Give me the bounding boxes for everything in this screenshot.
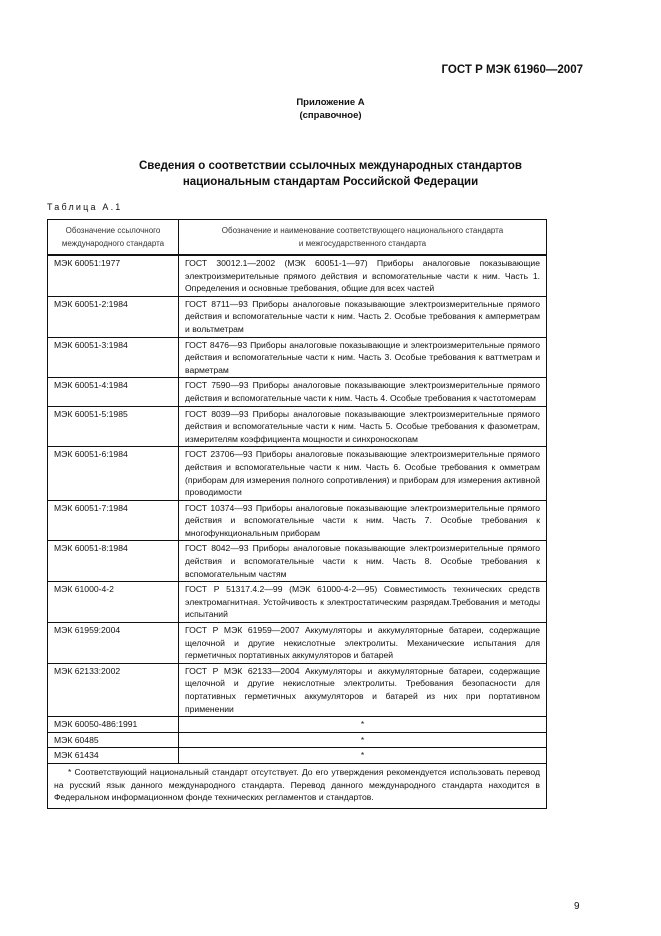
- header-text: и межгосударственного стандарта: [298, 238, 427, 248]
- table-row: [48, 717, 547, 733]
- table-row: [48, 541, 547, 582]
- annex-subtitle: (справочное): [299, 110, 362, 121]
- intl-standard-cell: МЭК 61959:2004: [48, 623, 179, 664]
- intl-standard-cell: МЭК 60051-3:1984: [48, 337, 179, 378]
- table-row: [48, 255, 547, 296]
- header-text: Обозначение ссылочного: [65, 226, 161, 235]
- national-standard-cell: ГОСТ Р МЭК 61959—2007 Аккумуляторы и аккумуляторные батареи, содержащие щелочной и другие некислотные электролиты. Механические испытания для герметичных портативных аккумуляторов и батарей: [179, 623, 547, 664]
- intl-standard-cell: МЭК 60050-486:1991: [48, 717, 179, 733]
- national-standard-cell: ГОСТ 23706—93 Приборы аналоговые показывающие электроизмерительные прямого действия и вспомогательные части к ним. Часть 6. Особые требования к омметрам (приборам для измерения полного сопротивления) и приборам для измерения активной проводимости: [179, 447, 547, 500]
- national-standard-cell: ГОСТ Р МЭК 62133—2004 Аккумуляторы и аккумуляторные батареи, содержащие щелочной и другие некислотные электролиты. Требования безопасности для портативных герметичных аккумуляторов и батарей из них при портативном применении: [179, 663, 547, 716]
- correspondence-table: [47, 219, 547, 809]
- section-title-line1: Сведения о соответствии ссылочных международных стандартов: [138, 160, 522, 172]
- national-standard-cell: ГОСТ 8476—93 Приборы аналоговые показывающие и электроизмерительные прямого действия и вспомогательные части к ним. Часть 3. Особые требования к ваттметрам и варметрам: [179, 337, 547, 378]
- national-standard-cell: ГОСТ 8711—93 Приборы аналоговые показывающие электроизмерительные прямого действия и вспомогательные части к ним. Часть 2. Особые требования к амперметрам и вольтметрам: [179, 296, 547, 337]
- table-row: [48, 447, 547, 500]
- table-row: [48, 296, 547, 337]
- table-row: [48, 500, 547, 541]
- intl-standard-cell: МЭК 60051-4:1984: [48, 378, 179, 406]
- header-text: международного стандарта: [61, 238, 165, 248]
- header-intl-standard: [48, 220, 179, 256]
- intl-standard-cell: МЭК 60051:1977: [48, 255, 179, 296]
- footnote-text: * Соответствующий национальный стандарт отсутствует. До его утверждения рекомендуется использовать перевод на русский язык данного международного стандарта. Перевод данного международного стандарта находится в Федеральном информационном фонде технических регламентов и стандартов.: [54, 766, 540, 803]
- intl-standard-cell: МЭК 60051-5:1985: [48, 406, 179, 447]
- intl-standard-cell: МЭК 61000-4-2: [48, 582, 179, 623]
- document-code: ГОСТ Р МЭК 61960—2007: [441, 64, 583, 76]
- table-row: [48, 748, 547, 764]
- table-footnote: [48, 763, 547, 808]
- section-title: [0, 158, 661, 190]
- intl-standard-cell: МЭК 61434: [48, 748, 179, 764]
- intl-standard-cell: МЭК 60485: [48, 732, 179, 748]
- national-standard-cell: ГОСТ 10374—93 Приборы аналоговые показывающие электроизмерительные прямого действия и вспомогательные части к ним. Часть 7. Особые требования к многофункциональным приборам: [179, 500, 547, 541]
- intl-standard-cell: МЭК 60051-8:1984: [48, 541, 179, 582]
- table-caption: Таблица А.1: [47, 202, 123, 212]
- intl-standard-cell: МЭК 60051-7:1984: [48, 500, 179, 541]
- header-national-standard: [179, 220, 547, 256]
- table-row: [48, 337, 547, 378]
- national-standard-cell: ГОСТ 7590—93 Приборы аналоговые показывающие электроизмерительные прямого действия и вспомогательные части к ним. Часть 4. Особые требования к частотомерам: [179, 378, 547, 406]
- table-row: [48, 732, 547, 748]
- national-standard-cell: ГОСТ 30012.1—2002 (МЭК 60051-1—97) Приборы аналоговые показывающие электроизмерительные прямого действия и вспомогательные части к ним. Часть 1. Определения и основные требования, общие для всех частей: [179, 255, 547, 296]
- section-title-line2: национальным стандартам Российской Федерации: [182, 176, 479, 188]
- table-row: [48, 623, 547, 664]
- national-standard-cell: ГОСТ 8042—93 Приборы аналоговые показывающие электроизмерительные прямого действия и вспомогательные части к ним. Часть 8. Особые требования к вспомогательным частям: [179, 541, 547, 582]
- annex-heading: [0, 96, 661, 122]
- intl-standard-cell: МЭК 60051-6:1984: [48, 447, 179, 500]
- page-number: 9: [574, 901, 580, 912]
- table-row: [48, 378, 547, 406]
- national-standard-cell: ГОСТ 8039—93 Приборы аналоговые показывающие электроизмерительные прямого действия и вспомогательные части к ним. Часть 5. Особые требования к фазометрам, измерителям коэффициента мощности и синхроноскопам: [179, 406, 547, 447]
- intl-standard-cell: МЭК 62133:2002: [48, 663, 179, 716]
- national-standard-cell: ГОСТ Р 51317.4.2—99 (МЭК 61000-4-2—95) Совместимость технических средств электромагнитная. Устойчивость к электростатическим разрядам.Требования и методы испытаний: [179, 582, 547, 623]
- table-row: [48, 582, 547, 623]
- table-row: [48, 406, 547, 447]
- national-standard-cell: *: [179, 748, 547, 764]
- table-header-row: [48, 220, 547, 256]
- intl-standard-cell: МЭК 60051-2:1984: [48, 296, 179, 337]
- table-row: [48, 663, 547, 716]
- national-standard-cell: *: [179, 732, 547, 748]
- national-standard-cell: *: [179, 717, 547, 733]
- footnote-row: [48, 763, 547, 808]
- header-text: Обозначение и наименование соответствующего национального стандарта: [221, 226, 504, 235]
- annex-title: Приложение А: [296, 97, 365, 108]
